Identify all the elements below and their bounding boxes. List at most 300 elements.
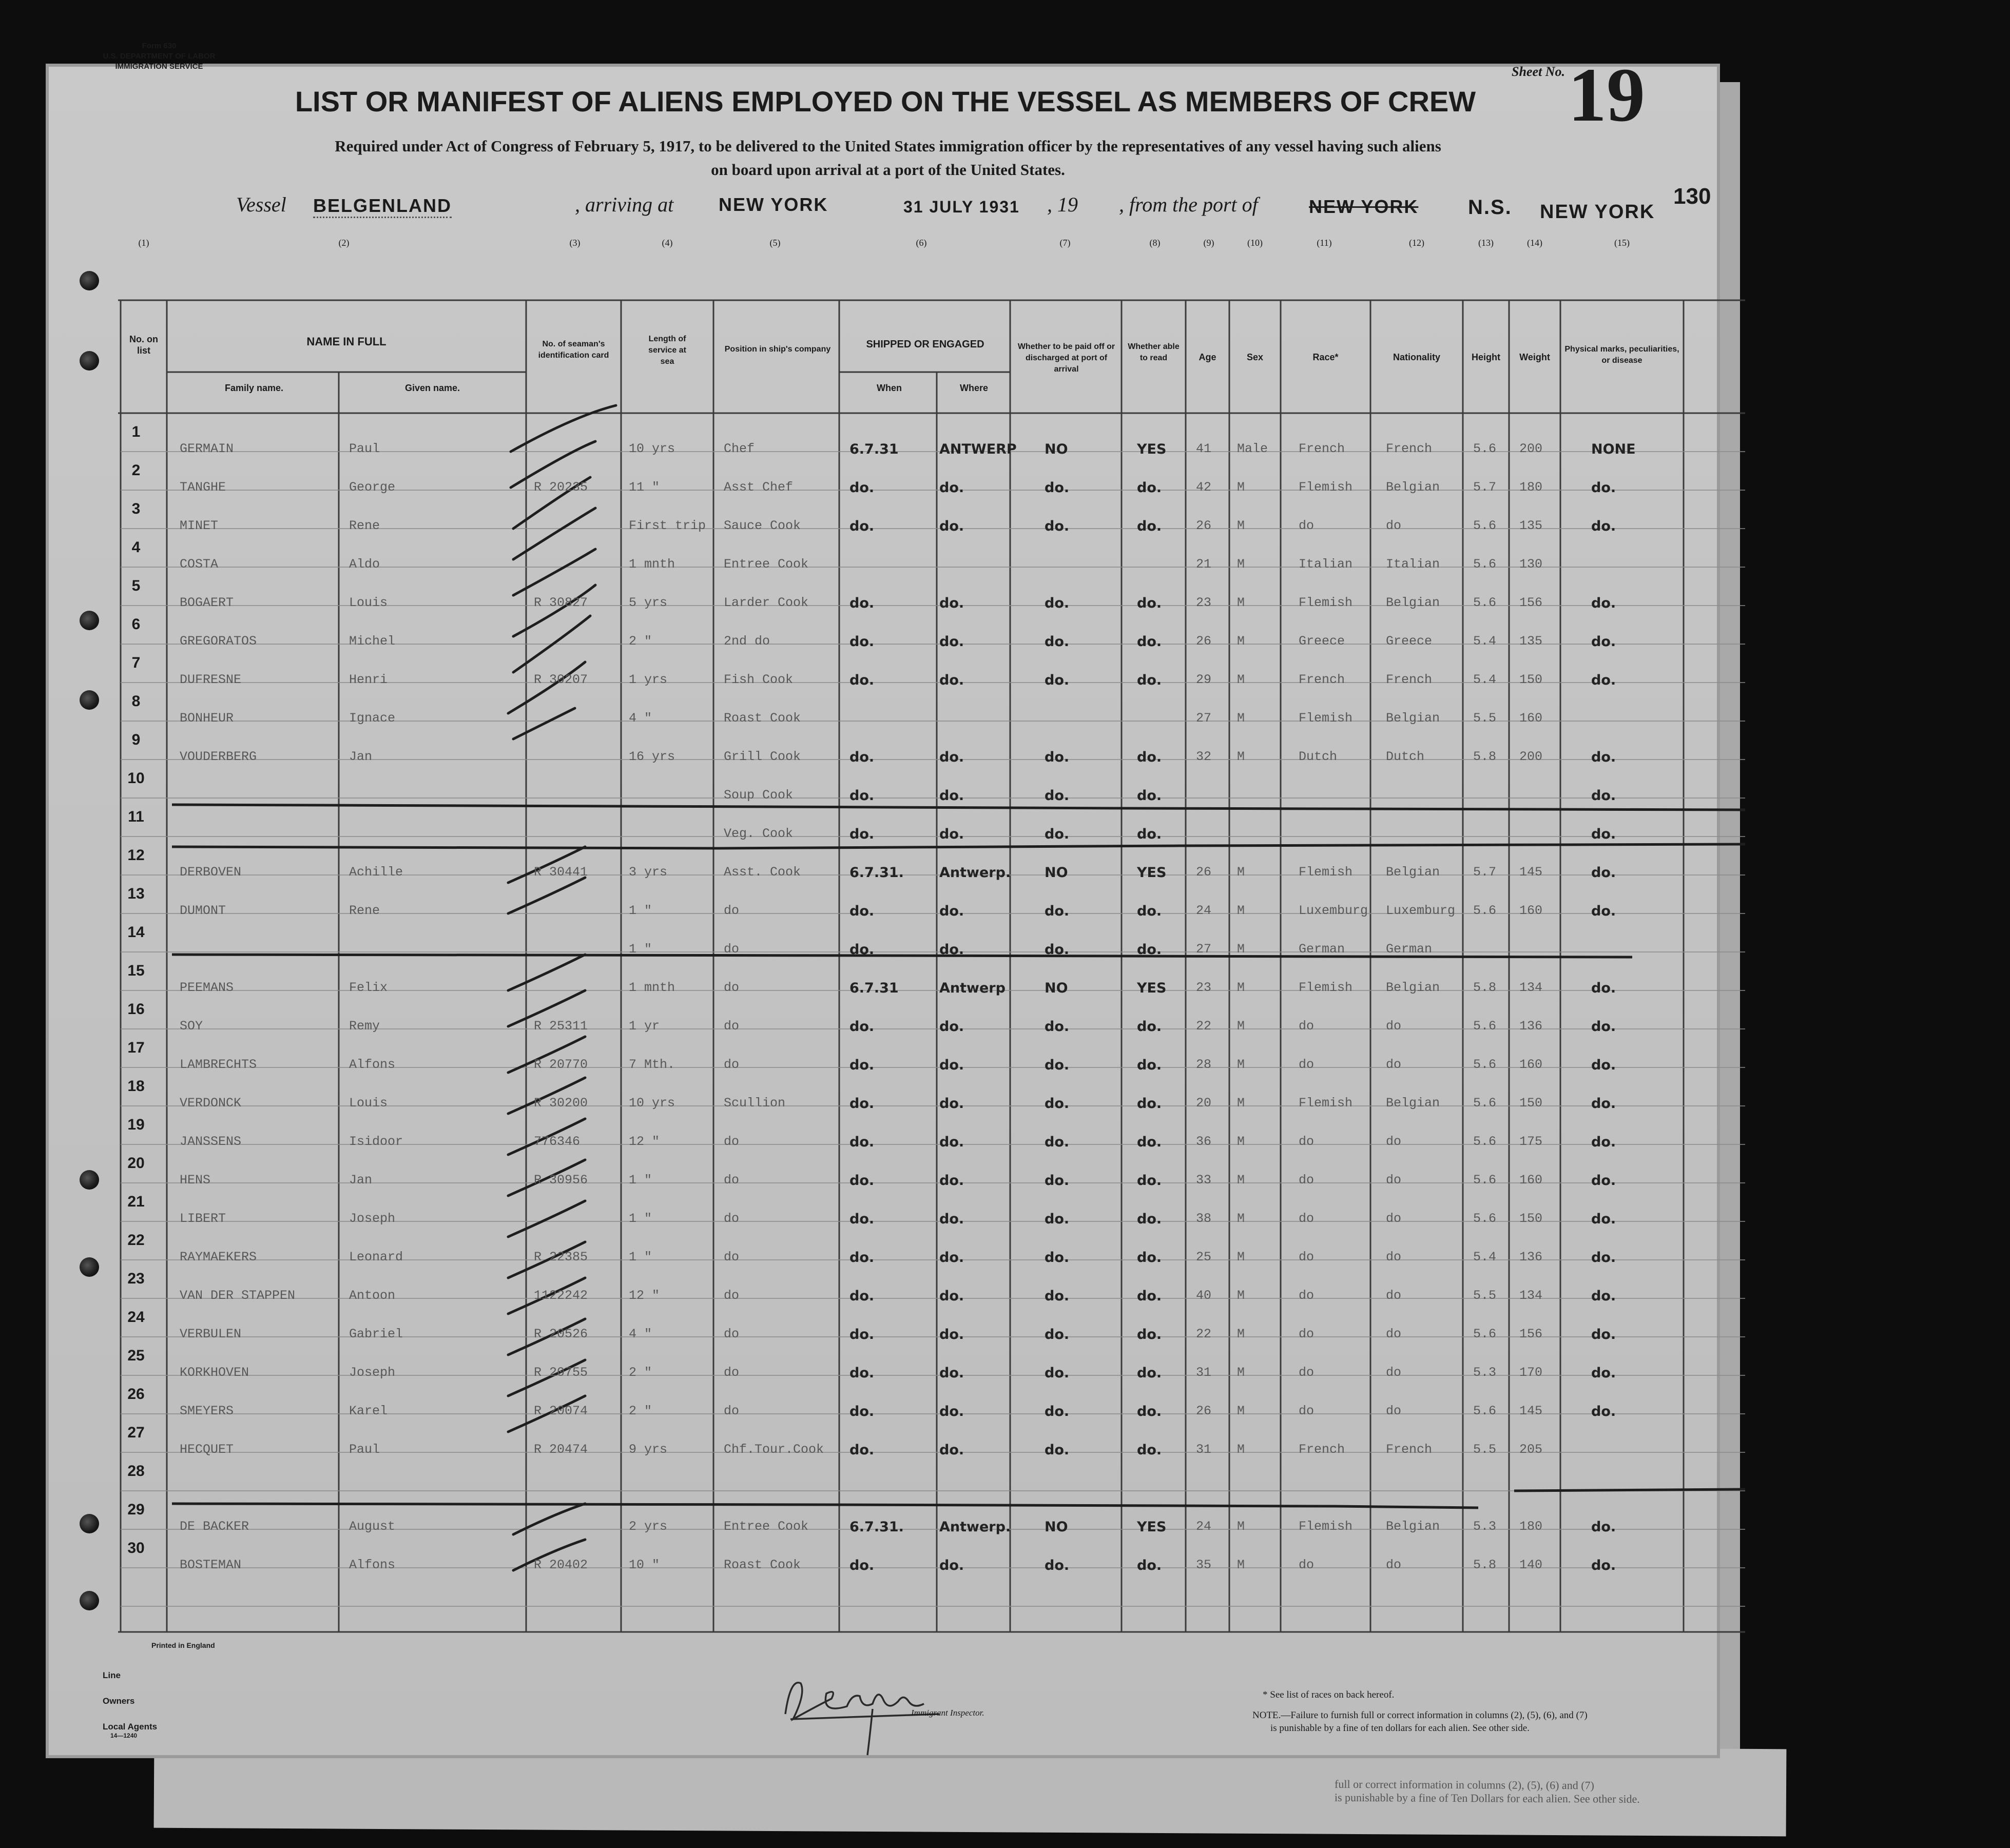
position: Scullion <box>724 1096 786 1111</box>
weight: 175 <box>1519 1134 1543 1149</box>
weight: 140 <box>1519 1558 1543 1572</box>
position: Chf.Tour.Cook <box>724 1442 824 1457</box>
position: Chef <box>724 441 755 456</box>
position: Veg. Cook <box>724 826 794 841</box>
position: Fish Cook <box>724 672 794 687</box>
length-of-service: 10 " <box>629 1558 660 1572</box>
given-name: Isidoor <box>349 1134 403 1149</box>
row-number: 7 <box>131 654 141 671</box>
given-name: Joseph <box>349 1365 396 1380</box>
fine-note-1: NOTE.—Failure to furnish full or correct information in columns (2), (5), (6), and (7) <box>1252 1710 1588 1721</box>
height: 5.5 <box>1473 1442 1497 1457</box>
shipped-when: do. <box>849 595 875 611</box>
physical-marks: do. <box>1591 1173 1616 1189</box>
shipped-when: 6.7.31. <box>849 1519 904 1535</box>
length-of-service: 1 " <box>629 942 652 957</box>
weight: 136 <box>1519 1250 1543 1265</box>
sex: M <box>1237 1404 1245 1418</box>
paid-off: do. <box>1045 1211 1070 1227</box>
from-port-label: , from the port of <box>1119 193 1258 216</box>
nationality: do <box>1386 1288 1402 1303</box>
race: French <box>1299 441 1345 456</box>
family-name: LIBERT <box>180 1211 226 1226</box>
sex: M <box>1237 1057 1245 1072</box>
departure-port: NEW YORK <box>1540 201 1655 223</box>
nationality: do <box>1386 1365 1402 1380</box>
row-number: 25 <box>127 1347 145 1364</box>
paid-off: do. <box>1045 1250 1070 1266</box>
race: French <box>1299 1442 1345 1457</box>
punch-hole <box>80 611 99 630</box>
shipped-where: do. <box>939 1250 964 1266</box>
row-number: 14 <box>127 924 145 941</box>
given-name: Louis <box>349 1096 388 1111</box>
card-number: R 30207 <box>534 672 588 687</box>
nationality: do <box>1386 1211 1402 1226</box>
shipped-when: do. <box>849 1211 875 1227</box>
length-of-service: 3 yrs <box>629 865 668 880</box>
given-name: Achille <box>349 865 403 880</box>
able-to-read: do. <box>1137 903 1162 919</box>
given-name: Henri <box>349 672 388 687</box>
family-name: TANGHE <box>180 480 226 495</box>
position: do <box>724 1404 740 1418</box>
sex: M <box>1237 1288 1245 1303</box>
nationality: Belgian <box>1386 711 1440 726</box>
form-number: Form 630 <box>142 42 177 50</box>
race: do <box>1299 1134 1315 1149</box>
nationality: French <box>1386 441 1433 456</box>
owners-label: Owners <box>103 1696 135 1706</box>
nationality: Dutch <box>1386 749 1425 764</box>
family-name: LAMBRECHTS <box>180 1057 257 1072</box>
height: 5.6 <box>1473 1173 1497 1188</box>
height: 5.4 <box>1473 672 1497 687</box>
row-number: 2 <box>131 462 141 479</box>
age: 26 <box>1196 634 1212 649</box>
shipped-where: do. <box>939 1327 964 1343</box>
row-number: 18 <box>127 1078 145 1095</box>
page-edge <box>1719 82 1740 1750</box>
weight: 135 <box>1519 634 1543 649</box>
length-of-service: 11 " <box>629 480 660 495</box>
race: do <box>1299 1558 1315 1572</box>
row-number: 15 <box>127 962 145 979</box>
service-label: IMMIGRATION SERVICE <box>115 62 203 71</box>
weight: 136 <box>1519 1019 1543 1034</box>
race: Greece <box>1299 634 1345 649</box>
paid-off: do. <box>1045 518 1070 534</box>
age: 32 <box>1196 749 1212 764</box>
weight: 135 <box>1519 518 1543 533</box>
header-physical-marks: Physical marks, peculiarities, or disease <box>1564 345 1679 365</box>
card-number: 1122242 <box>534 1288 588 1303</box>
back-note-1: full or correct information in columns (2), (5), (6) and (7) <box>1334 1777 1594 1792</box>
department-label: U.S. DEPARTMENT OF LABOR <box>103 52 216 61</box>
paid-off: do. <box>1045 1173 1070 1189</box>
length-of-service: 16 yrs <box>629 749 675 764</box>
position: Sauce Cook <box>724 518 801 533</box>
paid-off: do. <box>1045 1558 1070 1573</box>
weight: 200 <box>1519 441 1543 456</box>
given-name: Louis <box>349 595 388 610</box>
shipped-when: do. <box>849 1134 875 1150</box>
given-name: Gabriel <box>349 1327 403 1341</box>
weight: 134 <box>1519 980 1543 995</box>
family-name: PEEMANS <box>180 980 234 995</box>
physical-marks: do. <box>1591 1327 1616 1343</box>
given-name: Alfons <box>349 1558 396 1572</box>
card-number: R 30956 <box>534 1173 588 1188</box>
length-of-service: 2 " <box>629 1404 652 1418</box>
row-number: 27 <box>127 1424 145 1441</box>
row-number: 13 <box>127 885 145 902</box>
punch-hole <box>80 1257 99 1277</box>
row-number: 24 <box>127 1309 145 1326</box>
height: 5.5 <box>1473 1288 1497 1303</box>
header-able-read: Whether able to read <box>1128 342 1180 362</box>
physical-marks: do. <box>1591 1519 1616 1535</box>
card-number: R 20235 <box>534 480 588 495</box>
height: 5.6 <box>1473 903 1497 918</box>
family-name: BOGAERT <box>180 595 234 610</box>
nationality: Belgian <box>1386 480 1440 495</box>
age: 42 <box>1196 480 1212 495</box>
able-to-read: do. <box>1137 595 1162 611</box>
able-to-read: do. <box>1137 788 1162 804</box>
age: 23 <box>1196 980 1212 995</box>
header-length-service: Length of service at sea <box>648 335 686 366</box>
sex: M <box>1237 980 1245 995</box>
punch-hole <box>80 1170 99 1190</box>
weight: 150 <box>1519 1211 1543 1226</box>
weight: 156 <box>1519 1327 1543 1341</box>
position: Roast Cook <box>724 1558 801 1572</box>
header-card: No. of seaman's identification card <box>538 340 609 360</box>
physical-marks: do. <box>1591 749 1616 765</box>
length-of-service: 1 " <box>629 903 652 918</box>
given-name: Michel <box>349 634 396 649</box>
given-name: Alfons <box>349 1057 396 1072</box>
punch-hole <box>80 1591 99 1610</box>
height: 5.6 <box>1473 1057 1497 1072</box>
position: Grill Cook <box>724 749 801 764</box>
race: French <box>1299 672 1345 687</box>
subtitle-line-2: on board upon arrival at a port of the United States. <box>711 161 1065 179</box>
able-to-read: do. <box>1137 672 1162 688</box>
able-to-read: do. <box>1137 1442 1162 1458</box>
shipped-when: do. <box>849 1173 875 1189</box>
length-of-service: 2 " <box>629 634 652 649</box>
shipped-where: do. <box>939 1057 964 1073</box>
sex: M <box>1237 1519 1245 1534</box>
length-of-service: 12 " <box>629 1288 660 1303</box>
shipped-where: do. <box>939 1211 964 1227</box>
physical-marks: do. <box>1591 1365 1616 1381</box>
family-name: DUFRESNE <box>180 672 242 687</box>
family-name: KORKHOVEN <box>180 1365 249 1380</box>
card-number: R 20526 <box>534 1327 588 1341</box>
card-number: R 25311 <box>534 1019 588 1034</box>
shipped-where: do. <box>939 788 964 804</box>
given-name: Karel <box>349 1404 388 1418</box>
nationality: French <box>1386 1442 1433 1457</box>
header-name-in-full: NAME IN FULL <box>306 335 386 348</box>
shipped-when: do. <box>849 634 875 650</box>
code-number: 130 <box>1673 184 1711 209</box>
weight: 134 <box>1519 1288 1543 1303</box>
age: 28 <box>1196 1057 1212 1072</box>
length-of-service: 4 " <box>629 1327 652 1341</box>
family-name: MINET <box>180 518 219 533</box>
family-name: DE BACKER <box>180 1519 249 1534</box>
physical-marks: do. <box>1591 1250 1616 1266</box>
race: Flemish <box>1299 1519 1353 1534</box>
weight: 180 <box>1519 1519 1543 1534</box>
sex: Male <box>1237 441 1268 456</box>
height: 5.8 <box>1473 749 1497 764</box>
shipped-where: do. <box>939 634 964 650</box>
paid-off: do. <box>1045 903 1070 919</box>
row-number: 21 <box>127 1193 145 1210</box>
header-shipped-engaged: SHIPPED OR ENGAGED <box>866 339 984 350</box>
physical-marks: NONE <box>1591 441 1636 457</box>
paid-off: NO <box>1045 441 1068 457</box>
position: do <box>724 1365 740 1380</box>
able-to-read: do. <box>1137 1134 1162 1150</box>
height: 5.6 <box>1473 1404 1497 1418</box>
arriving-port: NEW YORK <box>719 194 828 215</box>
nationality: do <box>1386 1250 1402 1265</box>
race: do <box>1299 1365 1315 1380</box>
position: do <box>724 1019 740 1034</box>
nationality: do <box>1386 1558 1402 1572</box>
paid-off: do. <box>1045 1404 1070 1419</box>
given-name: Rene <box>349 903 380 918</box>
able-to-read: do. <box>1137 1096 1162 1112</box>
row-number: 28 <box>127 1463 145 1480</box>
given-name: August <box>349 1519 396 1534</box>
physical-marks: do. <box>1591 865 1616 881</box>
physical-marks: do. <box>1591 1057 1616 1073</box>
manifest-page <box>49 67 1717 1755</box>
nationality: Greece <box>1386 634 1433 649</box>
position: do <box>724 1173 740 1188</box>
position: do <box>724 980 740 995</box>
age: 36 <box>1196 1134 1212 1149</box>
race: do <box>1299 1327 1315 1341</box>
age: 20 <box>1196 1096 1212 1111</box>
family-name: GREGORATOS <box>180 634 257 649</box>
paid-off: do. <box>1045 749 1070 765</box>
able-to-read: do. <box>1137 1057 1162 1073</box>
race: do <box>1299 1173 1315 1188</box>
subtitle-line-1: Required under Act of Congress of February 5, 1917, to be delivered to the United States immigration officer by the representatives of any vessel having such aliens <box>335 137 1441 155</box>
physical-marks: do. <box>1591 595 1616 611</box>
sex: M <box>1237 865 1245 880</box>
physical-marks: do. <box>1591 672 1616 688</box>
race: Flemish <box>1299 480 1353 495</box>
sex: M <box>1237 595 1245 610</box>
race: Flemish <box>1299 1096 1353 1111</box>
sex: M <box>1237 1019 1245 1034</box>
able-to-read: do. <box>1137 1327 1162 1343</box>
paid-off: do. <box>1045 788 1070 804</box>
row-number: 29 <box>127 1501 145 1518</box>
form-identifier <box>56 41 262 72</box>
sex: M <box>1237 749 1245 764</box>
position: Entree Cook <box>724 1519 809 1534</box>
year-label: , 19 <box>1047 193 1078 216</box>
given-name: Antoon <box>349 1288 396 1303</box>
shipped-when: do. <box>849 480 875 496</box>
shipped-when: do. <box>849 1327 875 1343</box>
able-to-read: do. <box>1137 1019 1162 1035</box>
paid-off: NO <box>1045 865 1068 881</box>
weight: 205 <box>1519 1442 1543 1457</box>
paid-off: do. <box>1045 1057 1070 1073</box>
sex: M <box>1237 1250 1245 1265</box>
agents-code: 14—1240 <box>110 1732 138 1739</box>
nationality: do <box>1386 1057 1402 1072</box>
shipped-when: do. <box>849 826 875 842</box>
given-name: Ignace <box>349 711 396 726</box>
length-of-service: 1 " <box>629 1211 652 1226</box>
weight: 160 <box>1519 711 1543 726</box>
family-name: HENS <box>180 1173 211 1188</box>
header-where: Where <box>959 383 988 393</box>
weight: 130 <box>1519 557 1543 572</box>
paid-off: do. <box>1045 672 1070 688</box>
race: Flemish <box>1299 595 1353 610</box>
family-name: SOY <box>180 1019 203 1034</box>
position: 2nd do <box>724 634 770 649</box>
shipped-where: do. <box>939 1558 964 1573</box>
header-sex: Sex <box>1246 352 1264 362</box>
col-number-4: (4) <box>662 238 673 248</box>
sex: M <box>1237 711 1245 726</box>
nationality: Luxemburg <box>1386 903 1456 918</box>
family-name: VAN DER STAPPEN <box>180 1288 296 1303</box>
header-race: Race* <box>1312 352 1339 362</box>
family-name: GERMAIN <box>180 441 234 456</box>
nationality: German <box>1386 942 1433 957</box>
shipped-when: 6.7.31 <box>849 441 899 457</box>
races-note: * See list of races on back hereof. <box>1263 1689 1395 1700</box>
col-number-13: (13) <box>1478 238 1494 248</box>
shipped-when: do. <box>849 672 875 688</box>
given-name: Felix <box>349 980 388 995</box>
shipped-where: do. <box>939 518 964 534</box>
position: do <box>724 942 740 957</box>
position: do <box>724 1211 740 1226</box>
row-number: 23 <box>127 1270 145 1287</box>
row-number: 12 <box>127 847 145 864</box>
nationality: Belgian <box>1386 980 1440 995</box>
physical-marks: do. <box>1591 980 1616 996</box>
height: 5.4 <box>1473 634 1497 649</box>
able-to-read: do. <box>1137 1250 1162 1266</box>
paid-off: do. <box>1045 1442 1070 1458</box>
col-number-10: (10) <box>1247 238 1263 248</box>
position: Asst Chef <box>724 480 794 495</box>
physical-marks: do. <box>1591 1558 1616 1573</box>
height: 5.6 <box>1473 595 1497 610</box>
shipped-when: do. <box>849 518 875 534</box>
shipped-where: do. <box>939 942 964 958</box>
position: do <box>724 1250 740 1265</box>
col-number-2: (2) <box>338 238 350 248</box>
position: Larder Cook <box>724 595 809 610</box>
length-of-service: 5 yrs <box>629 595 668 610</box>
paid-off: do. <box>1045 1288 1070 1304</box>
shipped-when: do. <box>849 942 875 958</box>
nationality: do <box>1386 518 1402 533</box>
sex: M <box>1237 518 1245 533</box>
length-of-service: 1 yr <box>629 1019 660 1034</box>
able-to-read: do. <box>1137 480 1162 496</box>
length-of-service: 2 " <box>629 1365 652 1380</box>
shipped-when: do. <box>849 749 875 765</box>
position: Asst. Cook <box>724 865 801 880</box>
shipped-when: 6.7.31 <box>849 980 899 996</box>
physical-marks: do. <box>1591 826 1616 842</box>
row-number: 17 <box>127 1039 145 1056</box>
col-number-3: (3) <box>569 238 581 248</box>
able-to-read: do. <box>1137 1173 1162 1189</box>
paid-off: do. <box>1045 942 1070 958</box>
able-to-read: YES <box>1137 441 1167 457</box>
back-note-2: is punishable by a fine of Ten Dollars for each alien. See other side. <box>1334 1791 1640 1805</box>
sex: M <box>1237 1327 1245 1341</box>
col-number-15: (15) <box>1614 238 1630 248</box>
shipped-when: do. <box>849 1288 875 1304</box>
header-given-name: Given name. <box>404 383 460 393</box>
physical-marks: do. <box>1591 634 1616 650</box>
height: 5.6 <box>1473 1019 1497 1034</box>
shipped-when: do. <box>849 1057 875 1073</box>
sex: M <box>1237 1211 1245 1226</box>
family-name: DERBOVEN <box>180 865 242 880</box>
sex: M <box>1237 672 1245 687</box>
header-family-name: Family name. <box>224 383 284 393</box>
nationality: do <box>1386 1327 1402 1341</box>
height: 5.3 <box>1473 1365 1497 1380</box>
given-name: Aldo <box>349 557 380 572</box>
physical-marks: do. <box>1591 480 1616 496</box>
race: do <box>1299 1211 1315 1226</box>
punch-hole <box>80 271 99 290</box>
header-no-on-list: No. on list <box>129 334 158 356</box>
vessel-line <box>236 192 286 217</box>
physical-marks: do. <box>1591 903 1616 919</box>
age: 27 <box>1196 711 1212 726</box>
header-paid-off: Whether to be paid off or discharged at port of arrival <box>1017 342 1115 374</box>
race: do <box>1299 518 1315 533</box>
weight: 160 <box>1519 1057 1543 1072</box>
able-to-read: do. <box>1137 826 1162 842</box>
given-name: Rene <box>349 518 380 533</box>
position: do <box>724 1134 740 1149</box>
sex: M <box>1237 557 1245 572</box>
card-number: R 30827 <box>534 595 588 610</box>
shipped-where: do. <box>939 1173 964 1189</box>
age: 22 <box>1196 1019 1212 1034</box>
length-of-service: 9 yrs <box>629 1442 668 1457</box>
punch-hole <box>80 690 99 710</box>
row-number: 20 <box>127 1155 145 1172</box>
length-of-service: 1 " <box>629 1173 652 1188</box>
